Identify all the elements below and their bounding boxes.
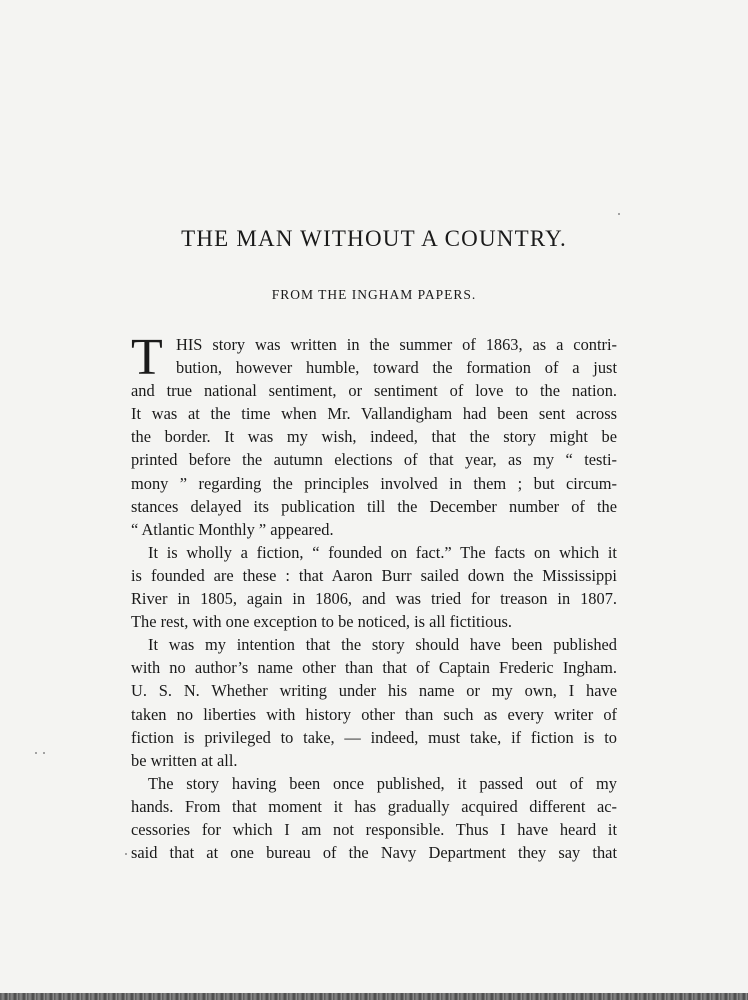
text-line: bution, however humble, toward the formation of a just	[176, 358, 617, 378]
text-line: with no author’s name other than that of Captain Frederic Ingham.	[131, 658, 617, 678]
text-line: and true national sentiment, or sentiment of love to the nation.	[131, 381, 617, 401]
text-line: mony ” regarding the principles involved in them ; but circum-	[131, 473, 617, 493]
scan-edge	[0, 993, 748, 1000]
text-line: be written at all.	[131, 750, 238, 770]
text-line: is founded are these : that Aaron Burr sailed down the Mississippi	[131, 565, 617, 585]
body-text	[131, 329, 617, 864]
text-line: fiction is privileged to take, — indeed, must take, if fiction is to	[131, 727, 617, 747]
scan-speck	[43, 752, 45, 754]
text-line: stances delayed its publication till the December number of the	[131, 496, 617, 516]
text-line: “ Atlantic Monthly ” appeared.	[131, 519, 334, 539]
text-line: It was at the time when Mr. Vallandigham had been sent across	[131, 404, 617, 424]
scan-speck	[618, 213, 620, 215]
text-line: said that at one bureau of the Navy Department they say that	[131, 843, 617, 863]
drop-cap: T	[131, 329, 163, 386]
text-line: River in 1805, again in 1806, and was tried for treason in 1807.	[131, 589, 617, 609]
text-line: hands. From that moment it has gradually acquired different ac-	[131, 796, 617, 816]
text-line: taken no liberties with history other than such as every writer of	[131, 704, 617, 724]
scan-speck	[35, 752, 37, 754]
text-line: printed before the autumn elections of that year, as my “ testi-	[131, 450, 617, 470]
text-line: It was my intention that the story should have been published	[148, 635, 617, 655]
page-subtitle: FROM THE INGHAM PAPERS.	[271, 287, 477, 302]
text-line: U. S. N. Whether writing under his name or my own, I have	[131, 681, 617, 701]
text-line: It is wholly a fiction, “ founded on fact.” The facts on which it	[148, 542, 617, 562]
text-line: the border. It was my wish, indeed, that the story might be	[131, 427, 617, 447]
text-line: HIS story was written in the summer of 1863, as a contri-	[176, 335, 617, 354]
text-line: The story having been once published, it passed out of my	[148, 773, 617, 793]
text-line: The rest, with one exception to be noticed, is all fictitious.	[131, 612, 512, 632]
text-line: cessories for which I am not responsible. Thus I have heard it	[131, 819, 617, 839]
page-title: THE MAN WITHOUT A COUNTRY.	[181, 226, 567, 251]
scan-speck	[125, 853, 127, 855]
